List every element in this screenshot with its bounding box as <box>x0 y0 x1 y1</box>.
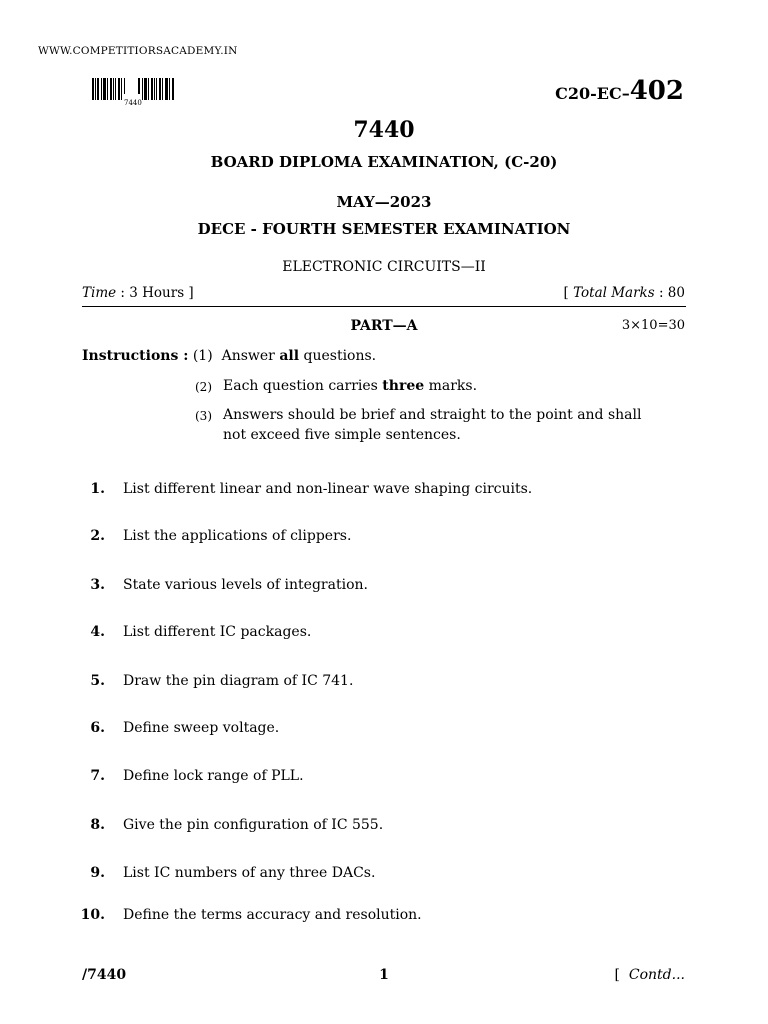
exam-month: MAY—2023 <box>336 193 432 211</box>
time-value: : 3 Hours ] <box>120 285 194 301</box>
header-divider <box>82 306 686 307</box>
question-text: List IC numbers of any three DACs. <box>123 865 376 881</box>
question-text: Define lock range of PLL. <box>123 768 304 784</box>
question-number: 5. <box>90 673 105 689</box>
instruction-3 <box>223 405 641 445</box>
marks-open-bracket: [ <box>563 285 574 301</box>
instruction-number: (3) <box>195 409 212 423</box>
instruction-2 <box>223 376 477 396</box>
time-label: Time <box>82 285 117 301</box>
question-text: Draw the pin diagram of IC 741. <box>123 673 354 689</box>
instruction-emphasis: all <box>279 348 300 364</box>
question-number: 7. <box>90 768 105 784</box>
board-title: BOARD DIPLOMA EXAMINATION, (C-20) <box>210 153 558 171</box>
question-text: List the applications of clippers. <box>123 528 352 544</box>
marks-label: Total Marks <box>573 285 655 301</box>
website-url: WWW.COMPETITIORSACADEMY.IN <box>38 45 238 57</box>
instruction-text: marks. <box>424 378 478 394</box>
question-number: 3. <box>90 577 105 593</box>
question-text: List different linear and non-linear wave shaping circuits. <box>123 481 533 497</box>
question-text: State various levels of integration. <box>123 577 368 593</box>
instruction-number: (2) <box>195 380 212 394</box>
question-number: 10. <box>80 907 105 923</box>
instruction-1 <box>82 348 376 364</box>
question-number: 6. <box>90 720 105 736</box>
question-text: Define the terms accuracy and resolution. <box>123 907 422 923</box>
question-number: 9. <box>90 865 105 881</box>
question-text: Define sweep voltage. <box>123 720 280 736</box>
question-number: 2. <box>90 528 105 544</box>
paper-number: 7440 <box>353 117 415 143</box>
paper-code <box>555 76 684 106</box>
question-number: 4. <box>90 624 105 640</box>
page-number: 1 <box>379 967 389 983</box>
instruction-text: Answers should be brief and straight to the point and shall <box>223 407 642 423</box>
instruction-number: (1) <box>192 348 213 364</box>
footer-paper-code: /7440 <box>82 967 127 983</box>
paper-code-prefix: C20-EC– <box>555 84 630 103</box>
subject-title: ELECTRONIC CIRCUITS—II <box>282 259 486 275</box>
part-marks: 3×10=30 <box>621 318 685 333</box>
instruction-text: not exceed five simple sentences. <box>223 427 461 443</box>
instruction-text: Answer <box>221 348 280 364</box>
instructions-label: Instructions : <box>82 348 189 364</box>
instruction-text: questions. <box>299 348 377 364</box>
total-marks <box>564 285 686 301</box>
part-title: PART—A <box>350 318 418 334</box>
footer-continued <box>615 967 685 983</box>
time-allowed <box>82 285 194 301</box>
paper-code-number: 402 <box>629 76 684 106</box>
instruction-emphasis: three <box>382 378 425 394</box>
marks-value: : 80 <box>658 285 685 301</box>
exam-title: DECE - FOURTH SEMESTER EXAMINATION <box>197 220 571 238</box>
footer-bracket: [ <box>614 967 620 983</box>
instruction-text: Each question carries <box>223 378 383 394</box>
question-number: 1. <box>90 481 105 497</box>
barcode-number: 7440 <box>124 99 142 107</box>
question-number: 8. <box>90 817 105 833</box>
question-text: List different IC packages. <box>123 624 312 640</box>
question-text: Give the pin configuration of IC 555. <box>123 817 384 833</box>
contd-label: Contd... <box>628 967 685 983</box>
